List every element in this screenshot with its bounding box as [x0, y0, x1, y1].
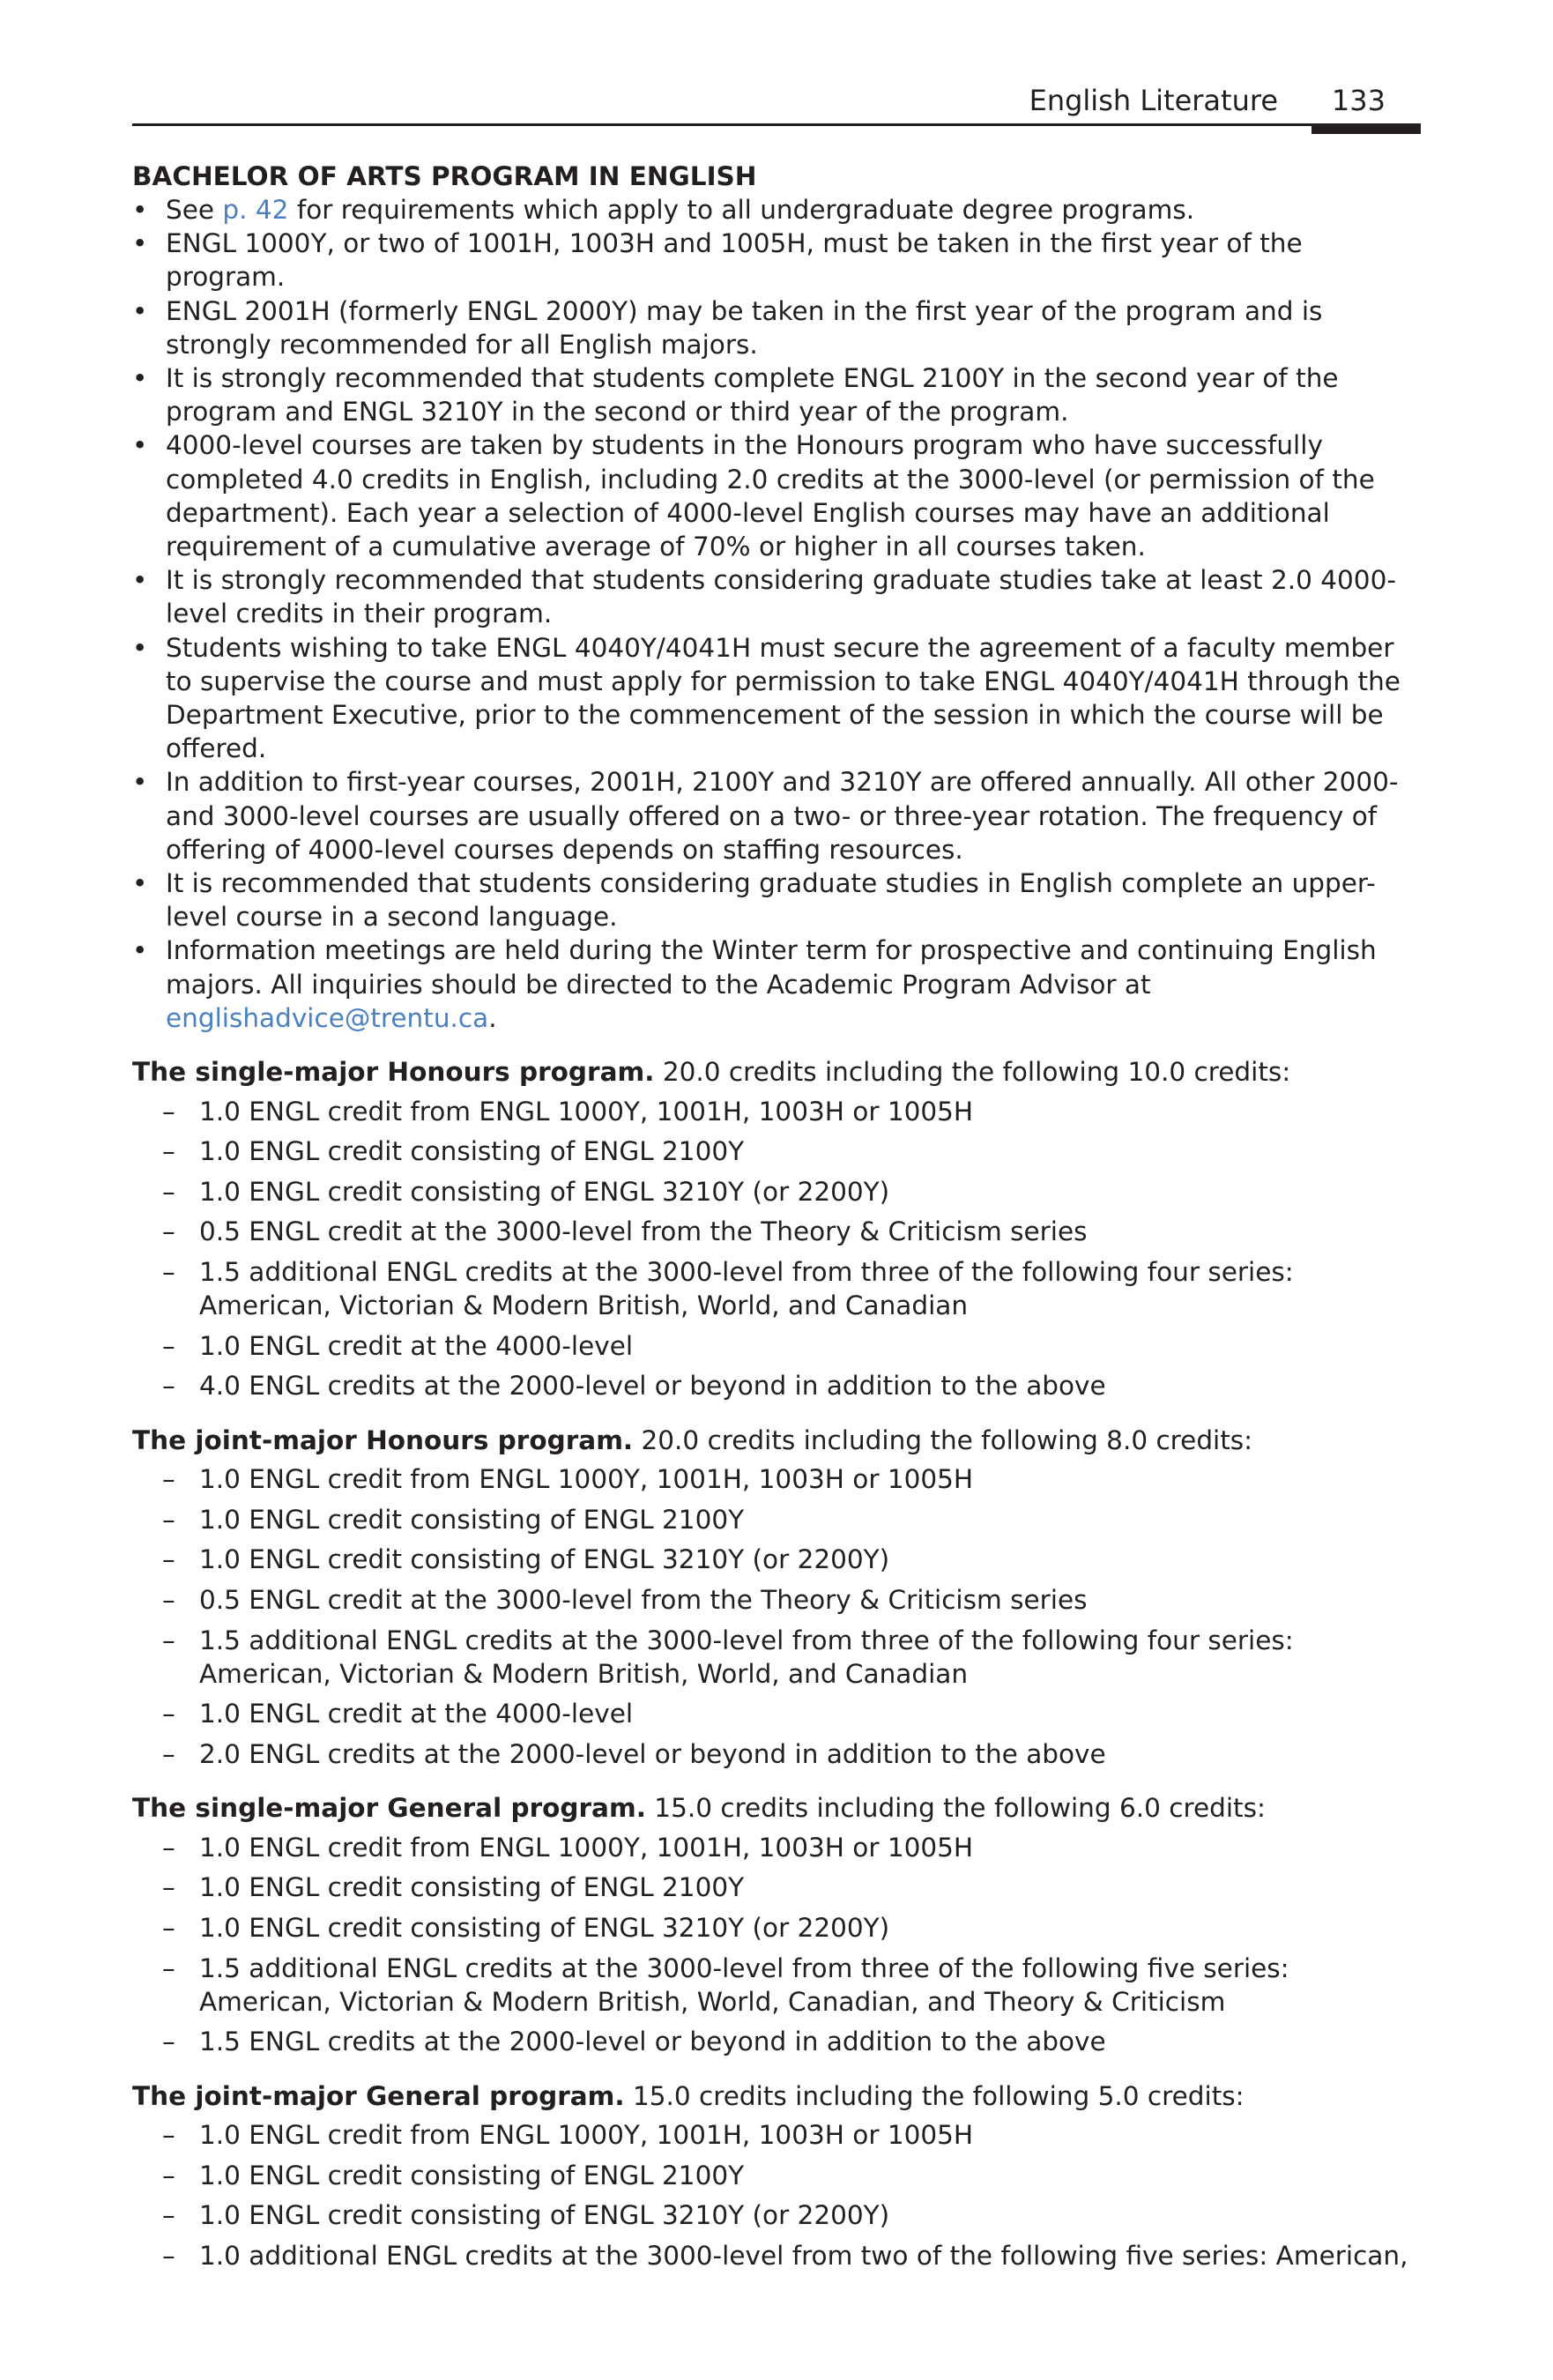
bullet-mark: • — [132, 632, 148, 663]
dash-mark: – — [162, 1504, 175, 1535]
program-section — [132, 1424, 1421, 1772]
dash-mark: – — [162, 2240, 175, 2271]
requirements-list — [132, 193, 1421, 1035]
dash-mark: – — [162, 1872, 175, 1903]
email-link[interactable]: englishadvice@trentu.ca — [166, 1002, 489, 1033]
bullet-mark: • — [132, 767, 148, 798]
dash-mark: – — [162, 1912, 175, 1943]
dash-mark: – — [162, 1832, 175, 1863]
program-title: The single-major General program. — [132, 1793, 646, 1824]
dash-mark: – — [162, 1136, 175, 1167]
program-section — [132, 2079, 1421, 2273]
dash-mark: – — [162, 1257, 175, 1288]
list-item: – 1.0 ENGL credit consisting of ENGL 3210Y (or 2200Y) — [132, 1175, 1421, 1209]
section-title: English Literature — [1029, 84, 1278, 117]
list-item: – 4.0 ENGL credits at the 2000-level or beyond in addition to the above — [132, 1369, 1421, 1402]
dash-mark: – — [162, 1952, 175, 1983]
page-number: 133 — [1331, 84, 1386, 117]
list-item: • Information meetings are held during the Winter term for prospective and continuing English majors. All inquiries should be directed to the Academic Program Advisor at englishadvice@trentu.ca. — [132, 935, 1377, 1033]
credit-list — [132, 1462, 1421, 1771]
list-item: • ENGL 2001H (formerly ENGL 2000Y) may be taken in the first year of the program and is strongly recommended for all English majors. — [132, 295, 1323, 360]
program-title: The joint-major Honours program. — [132, 1424, 634, 1455]
list-item: • It is strongly recommended that students considering graduate studies take at least 2.0 4000-level credits in their program. — [132, 565, 1396, 629]
list-item: – 1.0 ENGL credit consisting of ENGL 2100Y — [132, 1503, 1421, 1536]
list-item: – 1.0 ENGL credit at the 4000-level — [132, 1697, 1421, 1730]
dash-mark: – — [162, 1625, 175, 1655]
list-item: – 1.0 ENGL credit from ENGL 1000Y, 1001H, 1003H or 1005H — [132, 1831, 1421, 1864]
list-item: • Students wishing to take ENGL 4040Y/4041H must secure the agreement of a faculty member to supervise the course and must apply for permission to take ENGL 4040Y/4041H through the Department Executive, prior to the commencement of the session in which the course will be offered. — [132, 632, 1401, 764]
bullet-mark: • — [132, 565, 148, 596]
bullet-mark: • — [132, 363, 148, 394]
bullet-mark: • — [132, 295, 148, 326]
list-item: – 1.5 additional ENGL credits at the 3000-level from three of the following four series: American, Victorian & Modern British, World, and Canadian — [162, 1257, 1294, 1321]
credit-list — [132, 2118, 1421, 2272]
main-content — [132, 160, 1421, 2272]
list-item: – 1.0 ENGL credit consisting of ENGL 2100Y — [132, 1871, 1421, 1904]
dash-mark: – — [162, 1699, 175, 1729]
list-item: • It is strongly recommended that students complete ENGL 2100Y in the second year of the program and ENGL 3210Y in the second or third year of the program. — [132, 363, 1339, 428]
program-section — [132, 1791, 1421, 2058]
dash-mark: – — [162, 1330, 175, 1361]
dash-mark: – — [162, 2027, 175, 2057]
program-heading: BACHELOR OF ARTS PROGRAM IN ENGLISH — [132, 161, 757, 191]
list-item: – 2.0 ENGL credits at the 2000-level or beyond in addition to the above — [132, 1737, 1421, 1771]
list-item: – 1.0 ENGL credit consisting of ENGL 2100Y — [132, 1134, 1421, 1168]
bullet-mark: • — [132, 935, 148, 966]
list-item: – 0.5 ENGL credit at the 3000-level from the Theory & Criticism series — [132, 1215, 1421, 1248]
list-item: – 1.5 ENGL credits at the 2000-level or beyond in addition to the above — [132, 2025, 1421, 2058]
list-item: • See p. 42 for requirements which apply to all undergraduate degree programs. — [132, 193, 1421, 227]
list-item: – 1.0 ENGL credit at the 4000-level — [132, 1329, 1421, 1363]
bullet-mark: • — [132, 868, 148, 899]
page-link[interactable]: p. 42 — [222, 195, 289, 225]
program-intro: The joint-major General program. 15.0 credits including the following 5.0 credits: — [132, 2080, 1245, 2111]
list-item: – 1.0 ENGL credit consisting of ENGL 2100Y — [132, 2159, 1421, 2192]
credit-list — [132, 1831, 1421, 2059]
dash-mark: – — [162, 2200, 175, 2231]
program-intro: The single-major Honours program. 20.0 credits including the following 10.0 credits: — [132, 1057, 1291, 1088]
list-item: • ENGL 1000Y, or two of 1001H, 1003H and 1005H, must be taken in the first year of the program. — [132, 228, 1303, 293]
running-header — [132, 78, 1421, 126]
program-title: The single-major Honours program. — [132, 1057, 655, 1088]
list-item: • In addition to first-year courses, 2001H, 2100Y and 3210Y are offered annually. All other 2000- and 3000-level courses are usually offered on a two- or three-year rotation. The frequency of offering of 4000-level courses depends on staffing resources. — [132, 767, 1399, 865]
dash-mark: – — [162, 1464, 175, 1495]
list-item: • 4000-level courses are taken by students in the Honours program who have successfully completed 4.0 credits in English, including 2.0 credits at the 3000-level (or permission of the department). Each year a selection of 4000-level English courses may have an additional requirement of a cumulative average of 70% or higher in all courses taken. — [132, 430, 1375, 562]
dash-mark: – — [162, 2120, 175, 2151]
program-intro: The joint-major Honours program. 20.0 credits including the following 8.0 credits: — [132, 1424, 1253, 1455]
list-item: • It is recommended that students considering graduate studies in English complete an upper-level course in a second language. — [132, 868, 1376, 933]
dash-mark: – — [162, 1585, 175, 1616]
dash-mark: – — [162, 1739, 175, 1769]
list-item: – 1.0 ENGL credit consisting of ENGL 3210Y (or 2200Y) — [132, 1543, 1421, 1576]
credit-list — [132, 1095, 1421, 1403]
program-title: The joint-major General program. — [132, 2080, 625, 2111]
list-item: – 1.0 ENGL credit consisting of ENGL 3210Y (or 2200Y) — [132, 2198, 1421, 2232]
dash-mark: – — [162, 1544, 175, 1575]
list-item: – 1.0 ENGL credit from ENGL 1000Y, 1001H, 1003H or 1005H — [132, 1095, 1421, 1128]
header-tab-bar — [1312, 123, 1421, 134]
list-item: – 1.5 additional ENGL credits at the 3000-level from three of the following five series: American, Victorian & Modern British, World, Canadian, and Theory & Criticism — [162, 1952, 1289, 2017]
list-item: – 1.5 additional ENGL credits at the 3000-level from three of the following four series: American, Victorian & Modern British, World, and Canadian — [162, 1625, 1294, 1689]
list-item: – 1.0 ENGL credit consisting of ENGL 3210Y (or 2200Y) — [132, 1911, 1421, 1945]
dash-mark: – — [162, 1096, 175, 1127]
list-item: – 1.0 ENGL credit from ENGL 1000Y, 1001H, 1003H or 1005H — [132, 1462, 1421, 1496]
bullet-mark: • — [132, 195, 148, 225]
dash-mark: – — [162, 2160, 175, 2190]
bullet-mark: • — [132, 430, 148, 461]
dash-mark: – — [162, 1176, 175, 1207]
list-item: – 1.0 ENGL credit from ENGL 1000Y, 1001H, 1003H or 1005H — [132, 2118, 1421, 2152]
list-item: – 1.0 additional ENGL credits at the 3000-level from two of the following five series: American, — [132, 2239, 1421, 2272]
program-section — [132, 1055, 1421, 1403]
dash-mark: – — [162, 1371, 175, 1402]
bullet-mark: • — [132, 228, 148, 259]
program-intro: The single-major General program. 15.0 credits including the following 6.0 credits: — [132, 1793, 1266, 1824]
dash-mark: – — [162, 1216, 175, 1247]
list-item: – 0.5 ENGL credit at the 3000-level from the Theory & Criticism series — [132, 1583, 1421, 1617]
